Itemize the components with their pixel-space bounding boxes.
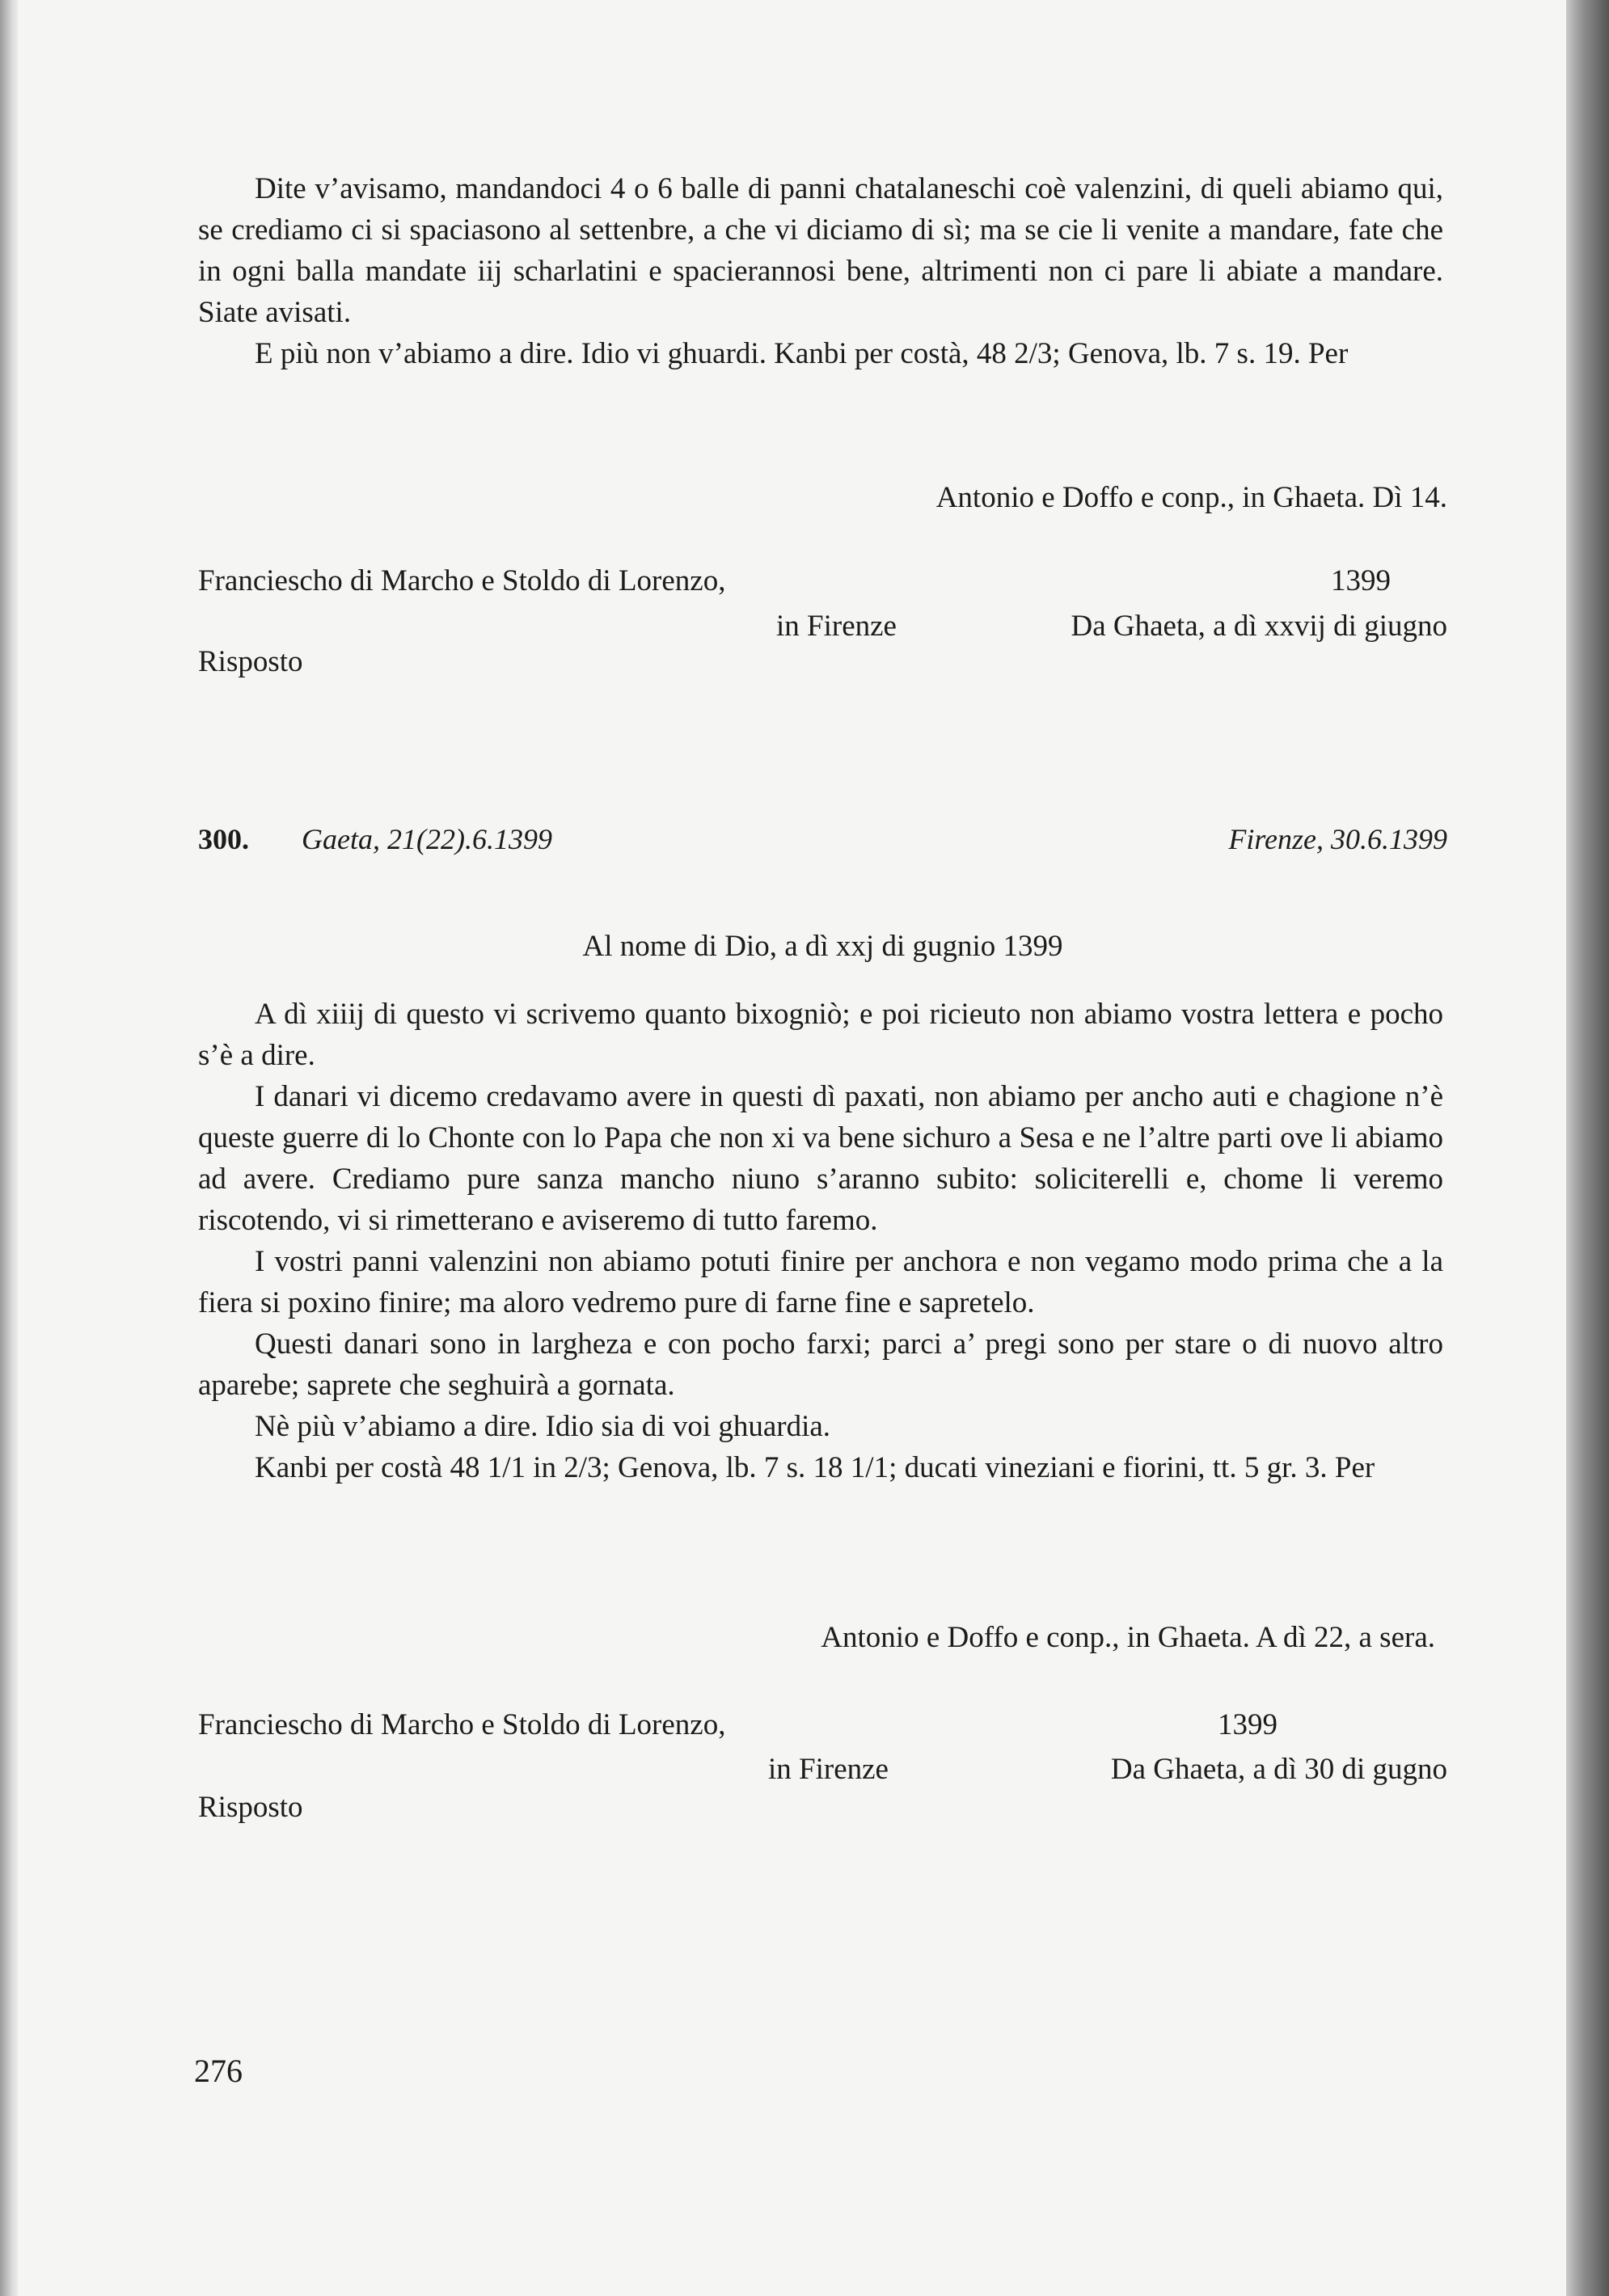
book-edge-right bbox=[1566, 0, 1609, 2296]
letter2-signature: Antonio e Doffo e conp., in Ghaeta. A dì 22, a sera. bbox=[821, 1621, 1435, 1654]
letter2-invocation: Al nome di Dio, a dì xxj di gugnio 1399 bbox=[582, 930, 1063, 963]
letter2-address-city: in Firenze bbox=[768, 1753, 889, 1786]
letter2-year: 1399 bbox=[1218, 1708, 1277, 1741]
letter2-answered-row bbox=[198, 1787, 1447, 1828]
book-edge-left bbox=[0, 0, 18, 2296]
letter2-address-row bbox=[198, 1704, 1447, 1745]
letter1-signature-row bbox=[198, 477, 1447, 518]
letter2-paragraph: I danari vi dicemo credavamo avere in questi dì paxati, non abiamo per ancho auti e chagione n’è queste guerre di lo Chonte con lo Papa che non xi va bene sichuro a Sesa e ne l’altre parti ove li abiamo ad avere. Crediamo pure sanza mancho niuno s’aranno subito: soliciterelli e, chome li veremo riscotendo, vi si rimetterano e aviseremo di tutto faremo. bbox=[198, 1080, 1443, 1237]
letter2-body bbox=[198, 994, 1443, 1488]
letter2-paragraph: Questi danari sono in largheza e con pocho farxi; parci a’ pregi sono per stare o di nuovo altro aparebe; saprete che seghuirà a gornata. bbox=[198, 1327, 1443, 1402]
letter1-address-name: Franciescho di Marcho e Stoldo di Lorenzo, bbox=[198, 564, 726, 597]
letter2-address-name: Franciescho di Marcho e Stoldo di Lorenzo, bbox=[198, 1708, 726, 1741]
letter1-date: Da Ghaeta, a dì xxvij di giugno bbox=[1071, 610, 1447, 643]
letter2-paragraph: Kanbi per costà 48 1/1 in 2/3; Genova, lb. 7 s. 18 1/1; ducati vineziani e fiorini, tt. 5 gr. 3. Per bbox=[255, 1451, 1375, 1484]
page-number: 276 bbox=[194, 2053, 243, 2089]
letter1-paragraph: E più non v’abiamo a dire. Idio vi ghuardi. Kanbi per costà, 48 2/3; Genova, lb. 7 s. 19. Per bbox=[255, 337, 1349, 370]
letter2-city-row bbox=[198, 1749, 1447, 1790]
letter1-paragraph: Dite v’avisamo, mandandoci 4 o 6 balle di panni chatalaneschi coè valenzini, di queli abiamo qui, se crediamo ci si spaciasono al settenbre, a che vi diciamo di sì; ma se cie li venite a mandare, fate che in ogni balla mandate iij scharlatini e spacierannosi bene, altrimenti non ci pare li abiate a mandare. Siate avisati. bbox=[198, 172, 1443, 329]
letter2-paragraph: A dì xiiij di questo vi scrivemo quanto bixogniò; e poi ricieuto non abiamo vostra lettera e pocho s’è a dire. bbox=[198, 998, 1443, 1072]
letter1-body bbox=[198, 168, 1443, 374]
letter-origin: Gaeta, 21(22).6.1399 bbox=[302, 823, 552, 855]
letter2-paragraph: I vostri panni valenzini non abiamo potuti finire per anchora e non vegamo modo prima che a la fiera si poxino finire; ma aloro vedremo pure di farne fine e sapretelo. bbox=[198, 1245, 1443, 1319]
letter-destination: Firenze, 30.6.1399 bbox=[1228, 823, 1447, 855]
letter2-header bbox=[198, 819, 1447, 860]
letter-number: 300. bbox=[198, 823, 249, 855]
letter2-signature-row bbox=[198, 1617, 1447, 1658]
letter1-signature: Antonio e Doffo e conp., in Ghaeta. Dì 14. bbox=[935, 481, 1447, 514]
letter2-answered: Risposto bbox=[198, 1791, 303, 1824]
letter1-address-city: in Firenze bbox=[776, 610, 897, 643]
letter2-paragraph: Nè più v’abiamo a dire. Idio sia di voi ghuardia. bbox=[255, 1410, 831, 1443]
letter1-answered-row bbox=[198, 641, 1447, 682]
letter2-date: Da Ghaeta, a dì 30 di gugno bbox=[1110, 1753, 1447, 1786]
letter1-answered: Risposto bbox=[198, 645, 303, 678]
letter1-year: 1399 bbox=[1331, 564, 1391, 597]
letter1-address-row bbox=[198, 560, 1447, 601]
